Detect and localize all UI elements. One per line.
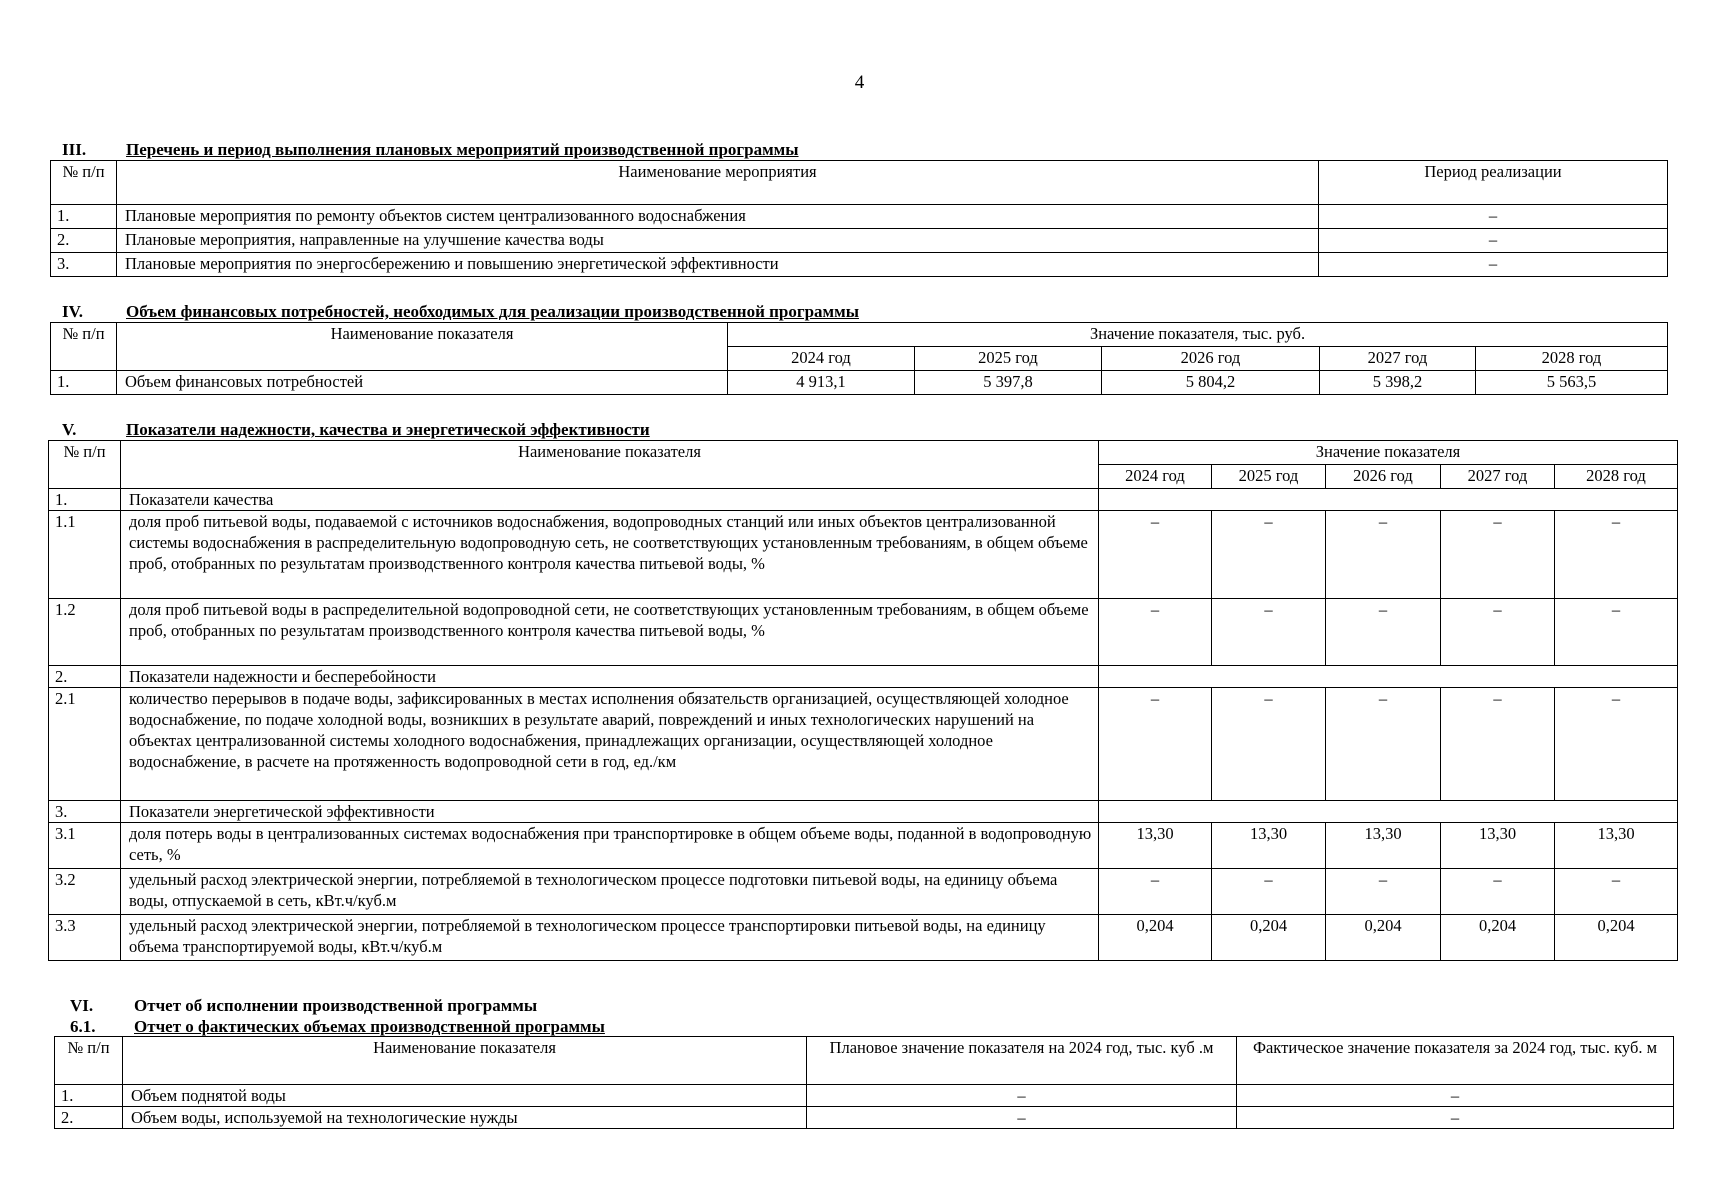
row-value: – xyxy=(1099,599,1212,666)
row-value: 13,30 xyxy=(1326,823,1441,869)
section-4-table xyxy=(50,322,1668,395)
header-name: Наименование показателя xyxy=(117,323,728,371)
row-no: 1. xyxy=(51,371,117,395)
row-no: 3.1 xyxy=(49,823,121,869)
row-value: – xyxy=(1441,869,1555,915)
row-value: – xyxy=(1212,688,1326,801)
row-no: 1.1 xyxy=(49,511,121,599)
row-value: – xyxy=(1555,869,1678,915)
row-no: 2. xyxy=(51,229,117,253)
row-value: – xyxy=(1326,599,1441,666)
row-period: – xyxy=(1319,253,1668,277)
row-value: 0,204 xyxy=(1441,915,1555,961)
row-value: – xyxy=(1212,599,1326,666)
row-name: Показатели энергетической эффективности xyxy=(121,801,1099,823)
table-row xyxy=(51,205,1668,229)
table-row xyxy=(55,1107,1674,1129)
row-value: – xyxy=(1099,511,1212,599)
row-no: 2. xyxy=(55,1107,123,1129)
section-6-1-number: 6.1. xyxy=(70,1017,96,1036)
row-value: 0,204 xyxy=(1212,915,1326,961)
row-value: – xyxy=(1441,599,1555,666)
section-6-1-title: Отчет о фактических объемах производственной программы xyxy=(134,1017,605,1036)
row-name: количество перерывов в подаче воды, зафиксированных в местах исполнения обязательств организацией, осуществляющей холодное водоснабжение, по подаче холодной воды, возникших в результате аварий, повреждений и иных технологических нарушений на объектах централизованной системы холодного водоснабжения, принадлежащих организации, осуществляющей холодное водоснабжение, в расчете на протяженность водопроводной сети в год, ед./км xyxy=(121,688,1099,801)
group-empty-cell xyxy=(1099,489,1678,511)
table-row xyxy=(55,1085,1674,1107)
row-value: – xyxy=(1099,688,1212,801)
row-value: – xyxy=(1212,869,1326,915)
year-2027: 2027 год xyxy=(1441,465,1555,489)
row-value: – xyxy=(1555,688,1678,801)
row-name: доля потерь воды в централизованных системах водоснабжения при транспортировке в общем объеме воды, поданной в водопроводную сеть, % xyxy=(121,823,1099,869)
section-4-title: Объем финансовых потребностей, необходимых для реализации производственной программы xyxy=(126,302,859,321)
row-plan: – xyxy=(807,1107,1237,1129)
section-3-heading xyxy=(62,140,799,160)
row-value: 13,30 xyxy=(1555,823,1678,869)
group-row xyxy=(49,489,1678,511)
row-value: 5 397,8 xyxy=(915,371,1102,395)
row-name: Объем финансовых потребностей xyxy=(117,371,728,395)
row-name: удельный расход электрической энергии, потребляемой в технологическом процессе подготовки питьевой воды, на единицу объема воды, отпускаемой в сеть, кВт.ч/куб.м xyxy=(121,869,1099,915)
section-4-number: IV. xyxy=(62,302,83,321)
table-row xyxy=(49,511,1678,599)
row-value: 5 563,5 xyxy=(1476,371,1668,395)
row-no: 2.1 xyxy=(49,688,121,801)
row-name: доля проб питьевой воды, подаваемой с источников водоснабжения, водопроводных станций или иных объектов централизованной системы водоснабжения в распределительную водопроводную сеть, не соответствующих установленным требованиям, в общем объеме проб, отобранных по результатам производственного контроля качества питьевой воды, % xyxy=(121,511,1099,599)
year-2025: 2025 год xyxy=(915,347,1102,371)
section-3-table xyxy=(50,160,1668,277)
row-value: – xyxy=(1555,599,1678,666)
row-value: – xyxy=(1441,511,1555,599)
row-value: 4 913,1 xyxy=(728,371,915,395)
section-6-heading xyxy=(70,996,537,1016)
row-value: 0,204 xyxy=(1555,915,1678,961)
section-3-number: III. xyxy=(62,140,87,159)
year-2024: 2024 год xyxy=(728,347,915,371)
table-row xyxy=(51,229,1668,253)
year-2027: 2027 год xyxy=(1320,347,1476,371)
year-2026: 2026 год xyxy=(1326,465,1441,489)
row-value: – xyxy=(1326,511,1441,599)
header-name: Наименование мероприятия xyxy=(117,161,1319,205)
section-5-heading xyxy=(62,420,650,440)
header-no: № п/п xyxy=(55,1037,123,1085)
table-row xyxy=(51,371,1668,395)
row-name: Плановые мероприятия по энергосбережению и повышению энергетической эффективности xyxy=(117,253,1319,277)
header-name: Наименование показателя xyxy=(121,441,1099,489)
row-value: – xyxy=(1441,688,1555,801)
row-period: – xyxy=(1319,205,1668,229)
row-value: – xyxy=(1326,869,1441,915)
header-period: Период реализации xyxy=(1319,161,1668,205)
table-header-row xyxy=(55,1037,1674,1085)
header-value: Значение показателя xyxy=(1099,441,1678,465)
row-name: Показатели надежности и бесперебойности xyxy=(121,666,1099,688)
row-value: 0,204 xyxy=(1326,915,1441,961)
year-2025: 2025 год xyxy=(1212,465,1326,489)
section-6-1-heading xyxy=(70,1017,605,1037)
row-value: – xyxy=(1212,511,1326,599)
row-value: – xyxy=(1326,688,1441,801)
row-name: Объем воды, используемой на технологические нужды xyxy=(123,1107,807,1129)
section-4-heading xyxy=(62,302,859,322)
section-6-title: Отчет об исполнении производственной программы xyxy=(134,996,538,1015)
row-name: Плановые мероприятия по ремонту объектов систем централизованного водоснабжения xyxy=(117,205,1319,229)
row-name: Плановые мероприятия, направленные на улучшение качества воды xyxy=(117,229,1319,253)
table-row xyxy=(49,869,1678,915)
row-name: Показатели качества xyxy=(121,489,1099,511)
year-2028: 2028 год xyxy=(1476,347,1668,371)
table-row xyxy=(49,599,1678,666)
row-value: 13,30 xyxy=(1212,823,1326,869)
section-6-number: VI. xyxy=(70,996,94,1015)
section-3-title: Перечень и период выполнения плановых мероприятий производственной программы xyxy=(126,140,799,159)
row-no: 1. xyxy=(51,205,117,229)
table-header-row xyxy=(51,161,1668,205)
section-6-table xyxy=(54,1036,1674,1129)
row-fact: – xyxy=(1237,1107,1674,1129)
year-2024: 2024 год xyxy=(1099,465,1212,489)
row-name: удельный расход электрической энергии, потребляемой в технологическом процессе транспортировки питьевой воды, на единицу объема транспортируемой воды, кВт.ч/куб.м xyxy=(121,915,1099,961)
header-fact: Фактическое значение показателя за 2024 год, тыс. куб. м xyxy=(1237,1037,1674,1085)
section-5-title: Показатели надежности, качества и энергетической эффективности xyxy=(126,420,650,439)
row-period: – xyxy=(1319,229,1668,253)
header-no: № п/п xyxy=(51,323,117,371)
table-row xyxy=(49,688,1678,801)
section-5-number: V. xyxy=(62,420,77,439)
table-header-row xyxy=(51,323,1668,347)
row-name: доля проб питьевой воды в распределительной водопроводной сети, не соответствующих установленным требованиям, в общем объеме проб, отобранных по результатам производственного контроля качества питьевой воды, % xyxy=(121,599,1099,666)
table-row xyxy=(51,253,1668,277)
row-plan: – xyxy=(807,1085,1237,1107)
row-value: – xyxy=(1099,869,1212,915)
group-row xyxy=(49,666,1678,688)
header-no: № п/п xyxy=(49,441,121,489)
row-no: 1. xyxy=(55,1085,123,1107)
table-row xyxy=(49,915,1678,961)
section-5-table xyxy=(48,440,1678,961)
year-2028: 2028 год xyxy=(1555,465,1678,489)
row-value: 13,30 xyxy=(1099,823,1212,869)
group-empty-cell xyxy=(1099,666,1678,688)
row-name: Объем поднятой воды xyxy=(123,1085,807,1107)
year-2026: 2026 год xyxy=(1102,347,1320,371)
row-no: 1. xyxy=(49,489,121,511)
row-value: – xyxy=(1555,511,1678,599)
row-no: 1.2 xyxy=(49,599,121,666)
row-no: 2. xyxy=(49,666,121,688)
table-header-row xyxy=(49,441,1678,465)
header-no: № п/п xyxy=(51,161,117,205)
group-row xyxy=(49,801,1678,823)
row-fact: – xyxy=(1237,1085,1674,1107)
header-value: Значение показателя, тыс. руб. xyxy=(728,323,1668,347)
row-no: 3. xyxy=(49,801,121,823)
row-value: 0,204 xyxy=(1099,915,1212,961)
row-value: 5 804,2 xyxy=(1102,371,1320,395)
row-no: 3.2 xyxy=(49,869,121,915)
group-empty-cell xyxy=(1099,801,1678,823)
table-row xyxy=(49,823,1678,869)
row-value: 5 398,2 xyxy=(1320,371,1476,395)
header-plan: Плановое значение показателя на 2024 год, тыс. куб .м xyxy=(807,1037,1237,1085)
page-number: 4 xyxy=(854,72,865,93)
row-no: 3. xyxy=(51,253,117,277)
row-no: 3.3 xyxy=(49,915,121,961)
header-name: Наименование показателя xyxy=(123,1037,807,1085)
row-value: 13,30 xyxy=(1441,823,1555,869)
